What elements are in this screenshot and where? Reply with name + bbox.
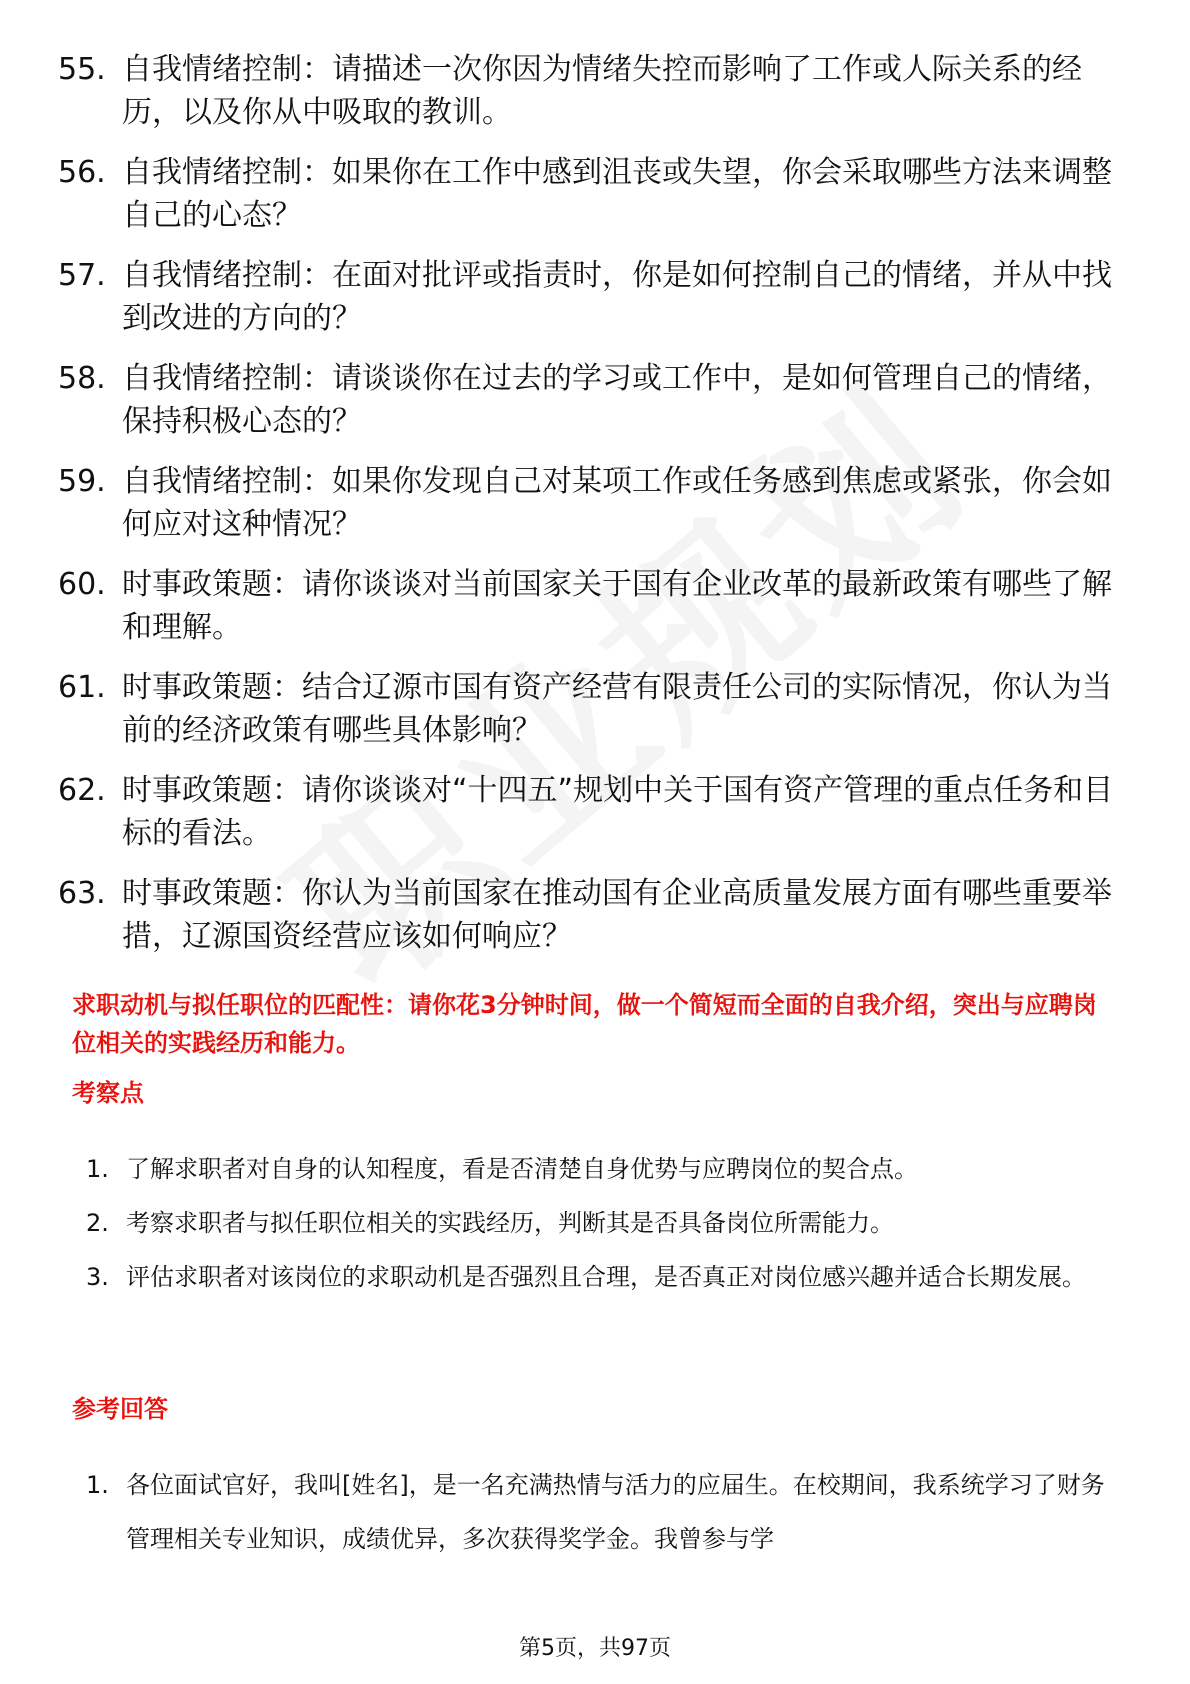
question-text: 自我情绪控制：请描述一次你因为情绪失控而影响了工作或人际关系的经历，以及你从中吸取的教训。 — [122, 52, 1082, 130]
question-number: 63. — [58, 876, 106, 911]
question-text: 时事政策题：请你谈谈对“十四五”规划中关于国有资产管理的重点任务和目标的看法。 — [122, 773, 1114, 851]
list-item — [86, 1250, 1116, 1304]
question-number: 62. — [58, 773, 106, 808]
list-text: 各位面试官好，我叫[姓名]，是一名充满热情与活力的应届生。在校期间，我系统学习了财务管理相关专业知识，成绩优异，多次获得奖学金。我曾参与学 — [126, 1471, 1105, 1553]
question-number: 55. — [58, 52, 106, 87]
list-item — [86, 1142, 1116, 1196]
question-number: 61. — [58, 670, 106, 705]
list-item — [86, 1458, 1116, 1566]
question-item — [58, 666, 1138, 752]
question-number: 59. — [58, 464, 106, 499]
question-item — [58, 769, 1138, 855]
highlight-question: 求职动机与拟任职位的匹配性：请你花3分钟时间，做一个简短而全面的自我介绍，突出与应聘岗位相关的实践经历和能力。 — [72, 991, 1097, 1057]
list-text: 考察求职者与拟任职位相关的实践经历，判断其是否具备岗位所需能力。 — [126, 1209, 894, 1237]
question-item — [58, 872, 1138, 958]
list-number: 1. — [86, 1471, 109, 1499]
question-item — [58, 254, 1138, 340]
question-number: 58. — [58, 361, 106, 396]
question-number: 56. — [58, 155, 106, 190]
page-footer: 第5页，共97页 — [519, 1636, 671, 1661]
question-item — [58, 563, 1138, 649]
list-item — [86, 1196, 1116, 1250]
question-number: 57. — [58, 258, 106, 293]
question-number: 60. — [58, 567, 106, 602]
list-text: 评估求职者对该岗位的求职动机是否强烈且合理，是否真正对岗位感兴趣并适合长期发展。 — [126, 1263, 1086, 1291]
section-title-reference-answer: 参考回答 — [72, 1395, 168, 1423]
question-item — [58, 151, 1138, 237]
question-text: 自我情绪控制：如果你发现自己对某项工作或任务感到焦虑或紧张，你会如何应对这种情况？ — [122, 464, 1112, 542]
question-item — [58, 357, 1138, 443]
question-text: 时事政策题：你认为当前国家在推动国有企业高质量发展方面有哪些重要举措，辽源国资经营应该如何响应？ — [122, 876, 1112, 954]
question-text: 时事政策题：请你谈谈对当前国家关于国有企业改革的最新政策有哪些了解和理解。 — [122, 567, 1112, 645]
list-number: 3. — [86, 1263, 109, 1291]
question-item — [58, 48, 1138, 134]
question-list — [58, 48, 1138, 975]
list-text: 了解求职者对自身的认知程度，看是否清楚自身优势与应聘岗位的契合点。 — [126, 1155, 918, 1183]
section-title-assessment-points: 考察点 — [72, 1079, 144, 1107]
question-text: 自我情绪控制：在面对批评或指责时，你是如何控制自己的情绪，并从中找到改进的方向的？ — [122, 258, 1112, 336]
list-number: 2. — [86, 1209, 109, 1237]
question-text: 自我情绪控制：如果你在工作中感到沮丧或失望，你会采取哪些方法来调整自己的心态？ — [122, 155, 1112, 233]
question-text: 时事政策题：结合辽源市国有资产经营有限责任公司的实际情况，你认为当前的经济政策有哪些具体影响？ — [122, 670, 1112, 748]
question-text: 自我情绪控制：请谈谈你在过去的学习或工作中，是如何管理自己的情绪，保持积极心态的？ — [122, 361, 1112, 439]
assessment-points-list — [86, 1142, 1116, 1304]
question-item — [58, 460, 1138, 546]
list-number: 1. — [86, 1155, 109, 1183]
reference-answer-list — [86, 1458, 1116, 1566]
